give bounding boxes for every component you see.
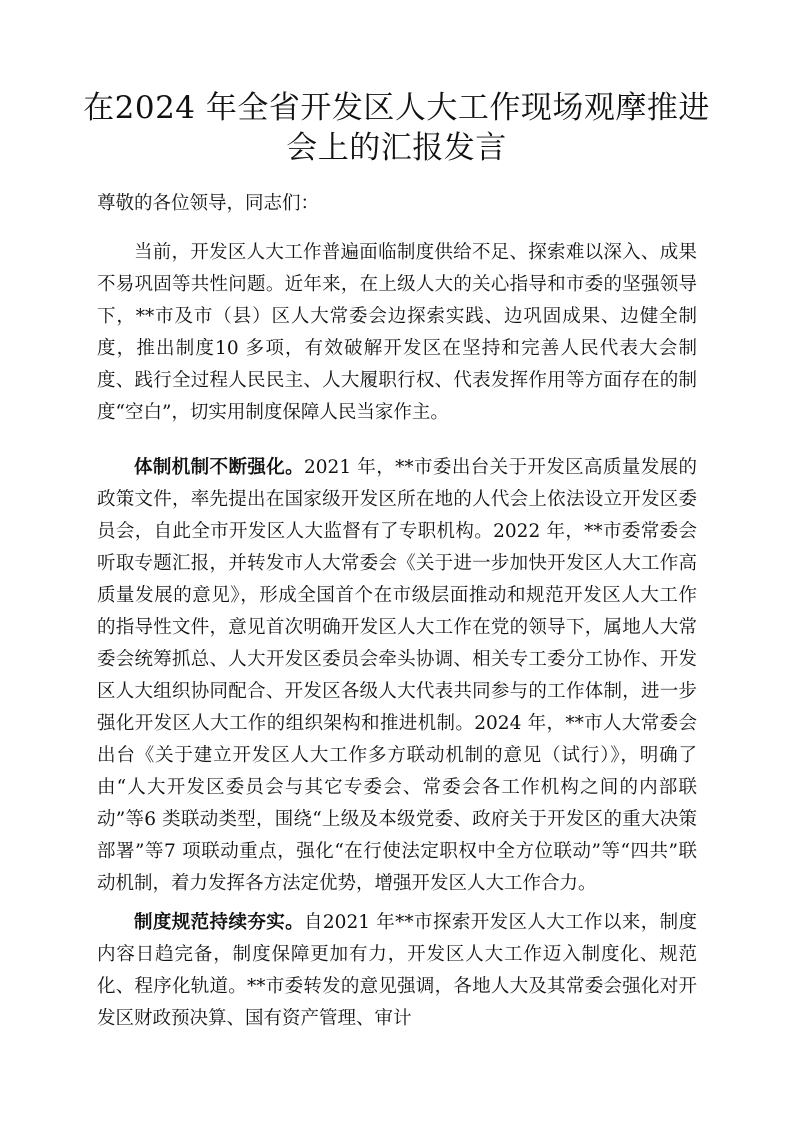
paragraph-lead: 体制机制不断强化。 [134,457,305,478]
paragraph-institution [97,907,697,1035]
paragraph-text: 当前，开发区人大工作普遍面临制度供给不足、探索难以深入、成果不易巩固等共性问题。近年来，在上级人大的关心指导和市委的坚强领导下，**市及市（县）区人大常委会边探索实践、边巩固成果、边健全制度，推出制度10 多项，有效破解开发区在坚持和完善人民代表大会制度、践行全过程人民民主、人大履职行权、代表发挥作用等方面存在的制度“空白”，切实用制度保障人民当家作主。 [97,242,697,423]
salutation: 尊敬的各位领导，同志们： [97,193,320,214]
paragraph-text: 自2021 年**市探索开发区人大工作以来，制度内容日趋完备，制度保障更加有力，开发区人大工作迈入制度化、规范化、程序化轨道。**市委转发的意见强调，各地人大及其常委会强化对开发区财政预决算、国有资产管理、审计 [97,912,697,1029]
paragraph-text: 2021 年，**市委出台关于开发区高质量发展的政策文件，率先提出在国家级开发区所在地的人代会上依法设立开发区委员会，自此全市开发区人大监督有了专职机构。2022 年，**市委常委会听取专题汇报，并转发市人大常委会《关于进一步加快开发区人大工作高质量发展的意见》，形成全国首个在市级层面推动和规范开发区人大工作的指导性文件，意见首次明确开发区人大工作在党的领导下，属地人大常委会统筹抓总、人大开发区委员会牵头协调、相关专工委分工协作、开发区人大组织协同配合、开发区各级人大代表共同参与的工作体制，进一步强化开发区人大工作的组织架构和推进机制。2024 年，**市人大常委会出台《关于建立开发区人大工作多方联动机制的意见（试行）》，明确了由“人大开发区委员会与其它专委会、常委会各工作机构之间的内部联动”等6 类联动类型，围绕“上级及本级党委、政府关于开发区的重大决策部署”等7 项联动重点，强化“在行使法定职权中全方位联动”等“四共”联动机制，着力发挥各方法定优势，增强开发区人大工作合力。 [97,457,697,894]
paragraph-intro [97,237,697,429]
paragraph-lead: 制度规范持续夯实。 [134,912,305,933]
title-line-1: 在2024 年全省开发区人大工作现场观摩推进 [83,90,710,126]
title-line-2: 会上的汇报发言 [286,130,507,166]
document-title [60,88,733,168]
paragraph-mechanism [97,452,697,900]
